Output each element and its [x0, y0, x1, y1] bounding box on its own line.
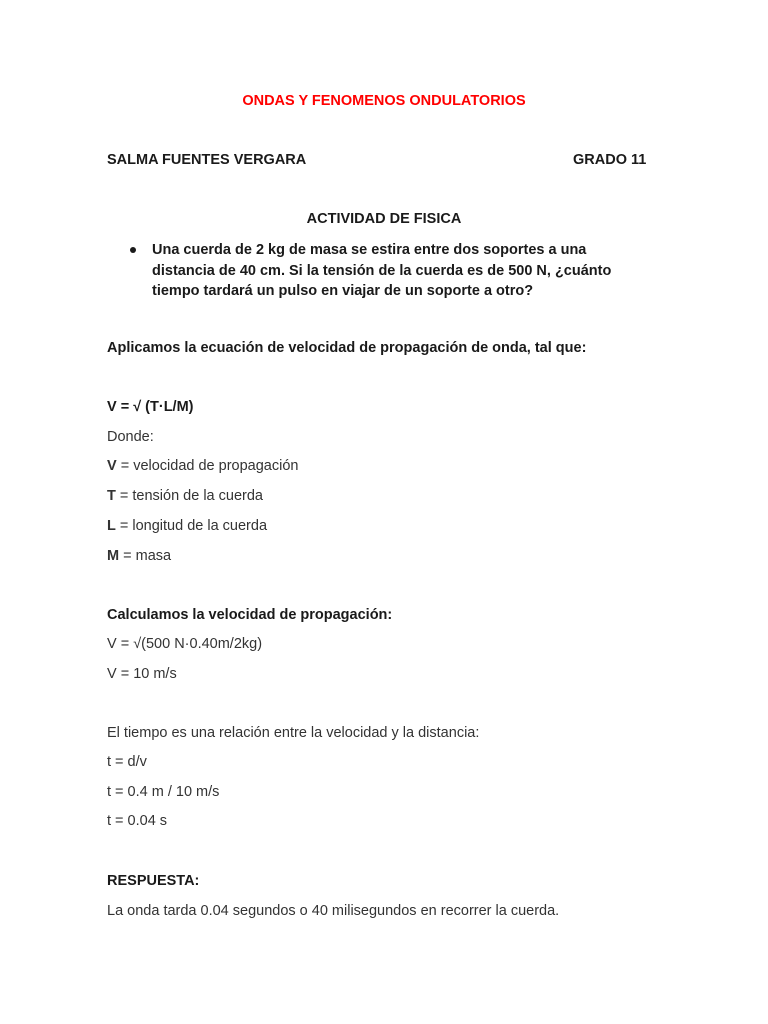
- grade-label: GRADO 11: [573, 152, 647, 168]
- answer-heading: RESPUESTA:: [107, 873, 200, 889]
- definition-symbol: V: [107, 458, 117, 474]
- definition-text: = velocidad de propagación: [116, 458, 299, 474]
- document-title: ONDAS Y FENOMENOS ONDULATORIOS: [242, 93, 526, 109]
- velocity-step: V = 10 m/s: [107, 666, 177, 682]
- time-step: t = 0.4 m / 10 m/s: [107, 784, 220, 800]
- definition-velocity: [107, 456, 298, 476]
- velocity-heading: Calculamos la velocidad de propagación:: [107, 607, 393, 623]
- activity-heading: ACTIVIDAD DE FISICA: [306, 211, 462, 227]
- definition-mass: [107, 546, 171, 566]
- problem-line: Una cuerda de 2 kg de masa se estira entre dos soportes a una: [152, 242, 587, 258]
- time-intro: El tiempo es una relación entre la velocidad y la distancia:: [107, 725, 480, 741]
- solution-intro: Aplicamos la ecuación de velocidad de propagación de onda, tal que:: [107, 340, 587, 356]
- bullet-dot-icon: [130, 247, 136, 253]
- definition-tension: [107, 486, 263, 506]
- definition-length: [107, 516, 267, 536]
- definition-text: = longitud de la cuerda: [115, 518, 268, 534]
- definition-symbol: T: [107, 488, 116, 504]
- problem-statement: [152, 240, 612, 302]
- where-label: Donde:: [107, 429, 154, 445]
- definition-text: = tensión de la cuerda: [115, 488, 263, 504]
- problem-line: tiempo tardará un pulso en viajar de un soporte a otro?: [152, 283, 534, 299]
- answer-text: La onda tarda 0.04 segundos o 40 milisegundos en recorrer la cuerda.: [107, 903, 560, 919]
- time-step: t = 0.04 s: [107, 813, 168, 829]
- velocity-formula: V = √ (T·L/M): [107, 399, 194, 415]
- time-step: t = d/v: [107, 754, 147, 770]
- definition-text: = masa: [119, 548, 172, 564]
- velocity-step: V = √(500 N·0.40m/2kg): [107, 636, 263, 652]
- student-name: SALMA FUENTES VERGARA: [107, 152, 307, 168]
- definition-symbol: L: [107, 518, 116, 534]
- definition-symbol: M: [107, 548, 120, 564]
- problem-line: distancia de 40 cm. Si la tensión de la cuerda es de 500 N, ¿cuánto: [152, 262, 612, 279]
